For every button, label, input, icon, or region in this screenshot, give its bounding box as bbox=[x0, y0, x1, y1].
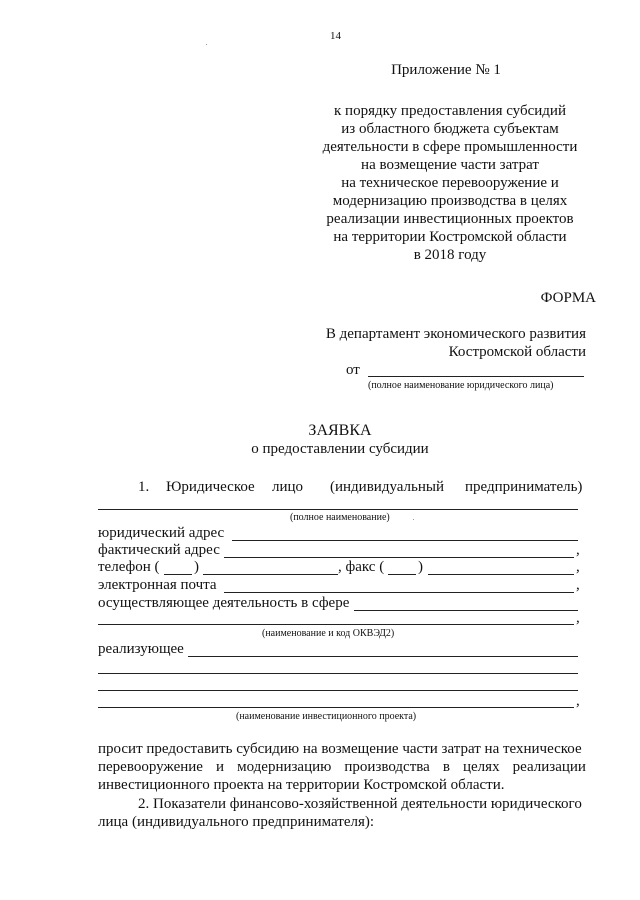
comma: , bbox=[576, 577, 580, 593]
body-word: целях bbox=[463, 759, 500, 775]
section1-word: Юридическое bbox=[166, 479, 255, 495]
appendix-title: Приложение № 1 bbox=[391, 62, 501, 78]
form-label: ФОРМА bbox=[540, 290, 596, 306]
body-line-1: просит предоставить субсидию на возмещение части затрат на техническое bbox=[98, 741, 582, 757]
implementing-label: реализующее bbox=[98, 641, 184, 657]
legal-address-label: юридический адрес bbox=[98, 525, 225, 541]
actual-address-field[interactable] bbox=[224, 557, 574, 558]
comma: , bbox=[576, 559, 580, 575]
body-word: модернизацию bbox=[237, 759, 332, 775]
body-line-2 bbox=[98, 759, 586, 776]
section2-line-1: 2. Показатели финансово-хозяйственной деятельности юридического bbox=[138, 796, 582, 812]
fax-number-field[interactable] bbox=[428, 574, 574, 575]
project-field-3[interactable] bbox=[98, 690, 578, 691]
section2-line-2: лица (индивидуального предпринимателя): bbox=[98, 814, 375, 830]
appendix-line: деятельности в сфере промышленности bbox=[322, 139, 578, 155]
from-caption: (полное наименование юридического лица) bbox=[368, 380, 554, 391]
activity-field-2[interactable] bbox=[98, 624, 574, 625]
okved-caption: (наименование и код ОКВЭД2) bbox=[262, 628, 395, 639]
project-field-4[interactable] bbox=[98, 707, 574, 708]
project-field-2[interactable] bbox=[98, 673, 578, 674]
application-title: ЗАЯВКА bbox=[308, 422, 372, 439]
body-word: перевооружение bbox=[98, 759, 203, 775]
appendix-line: из областного бюджета субъектам bbox=[341, 121, 559, 137]
full-name-field[interactable] bbox=[98, 509, 578, 510]
project-caption: (наименование инвестиционного проекта) bbox=[236, 711, 417, 722]
addressee-line-2: Костромской области bbox=[448, 344, 586, 360]
scan-speck bbox=[413, 519, 414, 520]
fax-close: ) bbox=[418, 559, 423, 575]
phone-label: телефон ( bbox=[98, 559, 160, 575]
body-word: в bbox=[442, 759, 450, 775]
appendix-line: на техническое перевооружение и bbox=[341, 175, 559, 191]
fax-label: , факс ( bbox=[338, 559, 385, 575]
email-field[interactable] bbox=[224, 592, 574, 593]
appendix-line: к порядку предоставления субсидий bbox=[334, 103, 566, 119]
comma: , bbox=[576, 610, 580, 626]
section1-word: (индивидуальный bbox=[330, 479, 445, 495]
appendix-line: на территории Костромской области bbox=[333, 229, 567, 245]
appendix-line: модернизацию производства в целях bbox=[332, 193, 568, 209]
phone-close: ) bbox=[194, 559, 199, 575]
appendix-line: на возмещение части затрат bbox=[361, 157, 539, 173]
section1-word: лицо bbox=[272, 479, 304, 495]
scan-speck bbox=[206, 44, 207, 45]
fax-code-field[interactable] bbox=[388, 574, 416, 575]
application-subtitle: о предоставлении субсидии bbox=[251, 441, 429, 457]
activity-field[interactable] bbox=[354, 610, 578, 611]
from-field[interactable] bbox=[368, 376, 584, 377]
body-word: реализации bbox=[512, 759, 586, 775]
comma: , bbox=[576, 693, 580, 709]
section1-number: 1. bbox=[138, 479, 150, 495]
body-word: производства bbox=[344, 759, 430, 775]
from-label: от bbox=[346, 362, 360, 378]
body-line-3: инвестиционного проекта на территории Костромской области. bbox=[98, 777, 505, 793]
page-number: 14 bbox=[330, 30, 341, 42]
activity-label: осуществляющее деятельность в сфере bbox=[98, 595, 350, 611]
addressee-line-1: В департамент экономического развития bbox=[325, 326, 586, 342]
appendix-line: в 2018 году bbox=[413, 247, 487, 263]
appendix-text bbox=[300, 102, 600, 264]
full-name-caption: (полное наименование) bbox=[290, 512, 390, 523]
appendix-line: реализации инвестиционных проектов bbox=[326, 211, 574, 227]
comma: , bbox=[576, 542, 580, 558]
legal-address-field[interactable] bbox=[232, 540, 578, 541]
section1-word: предприниматель) bbox=[465, 479, 583, 495]
actual-address-label: фактический адрес bbox=[98, 542, 220, 558]
phone-code-field[interactable] bbox=[164, 574, 192, 575]
body-word: и bbox=[216, 759, 225, 775]
project-field[interactable] bbox=[188, 656, 578, 657]
phone-number-field[interactable] bbox=[203, 574, 338, 575]
email-label: электронная почта bbox=[98, 577, 217, 593]
